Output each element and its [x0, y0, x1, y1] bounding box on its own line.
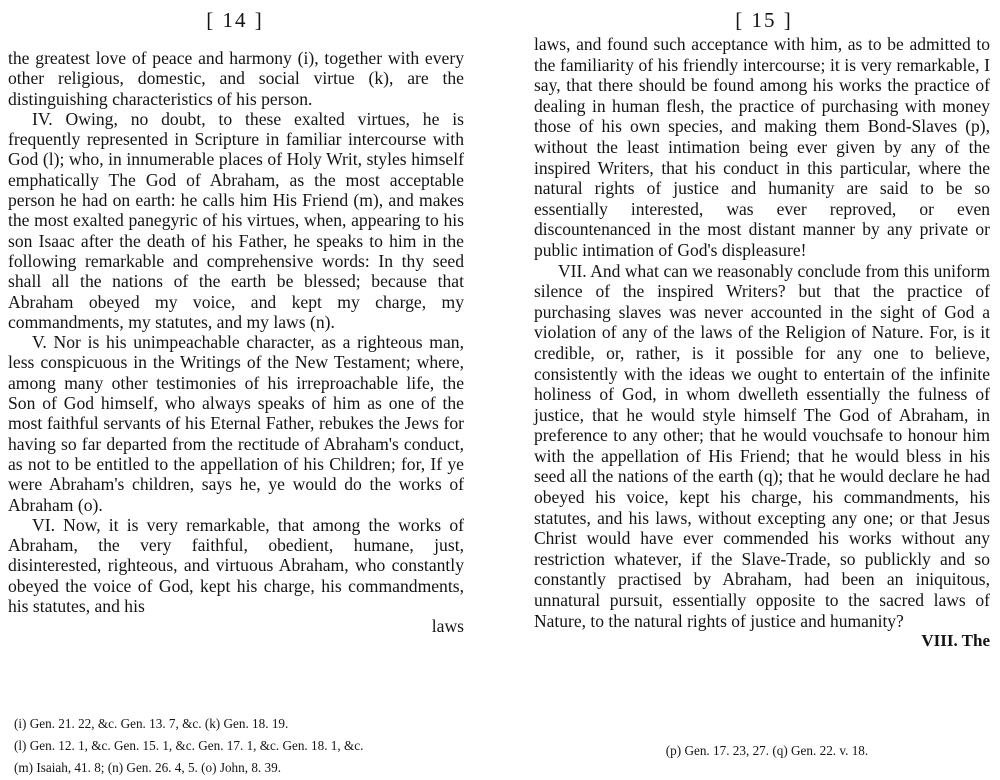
paragraph: VII. And what can we reasonably conclude from this uniform silence of the inspired Writers? but that the practice of purchasing slaves was never accounted in the sight of God a violation of any of the laws of the Religion of Nature. For, is it credible, or, rather, is it possible for any one to believe, consistently with the ideas we ought to entertain of the infinite holiness of God, in whom dwelleth essentially the fulness of justice, that he would style himself The God of Abraham, in preference to any other; that he would vouchsafe to honour him with the appellation of His Friend; that he would bless in his seed all the nations of the earth (q); that he would declare he had obeyed his voice, kept his charge, his commandments, his statutes, and his laws, without excepting any one; or that Jesus Christ would have ever commended his works without any restriction whatever, if the Slave-Trade, so publickly and so constantly practised by Abraham, had been an iniquitous, unnatural pursuit, essentially opposite to the sacred laws of Nature, to the natural rights of justice and humanity?	[534, 260, 990, 631]
paragraph: V. Nor is his unimpeachable character, as a righteous man, less conspicuous in the Writings of the New Testament; where, among many other testimonies of his irreproachable life, the Son of God himself, who always speaks of him as one of the most faithful servants of his Eternal Father, rebukes the Jews for having so far departed from the rectitude of Abraham's conduct, as not to be entitled to the appellation of his Children; for, If ye were Abraham's children, says he, ye would do the works of Abraham (o).	[8, 332, 464, 515]
gutter	[470, 0, 530, 780]
footnotes	[14, 713, 462, 779]
footnotes	[544, 740, 990, 762]
footnote-line: (m) Isaiah, 41. 8; (n) Gen. 26. 4, 5. (o) John, 8. 39.	[14, 760, 282, 775]
paragraph: laws, and found such acceptance with him, as to be admitted to the familiarity of his friendly intercourse; it is very remarkable, I say, that there should be found among his works the practice of dealing in human flesh, the practice of purchasing with money those of his own species, and making them Bond-Slaves (p), without the least intimation being ever given by any of the inspired Writers, that his conduct in this particular, where the natural rights of justice and humanity are said to be so essentially interested, was ever reproved, or even discountenanced in the most distant manner by any private or public intimation of God's displeasure!	[534, 34, 990, 260]
page-number: [ 14 ]	[206, 8, 264, 32]
paragraph: the greatest love of peace and harmony (i), together with every other religious, domestic, and social virtue (k), are the distinguishing characteristics of his person.	[8, 48, 464, 109]
catchword: VIII. The	[921, 631, 990, 651]
paragraph: IV. Owing, no doubt, to these exalted virtues, he is frequently represented in Scripture in familiar intercourse with God (l); who, in innumerable places of Holy Writ, styles himself emphatically The God of Abraham, as the most acceptable person he had on earth: he calls him His Friend (m), and makes the most exalted panegyric of his virtues, when, appearing to his son Isaac after the death of his Father, he speaks to him in the following remarkable and comprehensive words: In thy seed shall all the nations of the earth be blessed; because that Abraham obeyed my voice, and kept my charge, my commandments, my statutes, and my laws (n).	[8, 108, 464, 332]
catchword: laws	[431, 616, 464, 637]
footnote-line: (l) Gen. 12. 1, &c. Gen. 15. 1, &c. Gen. 17. 1, &c. Gen. 18. 1, &c.	[14, 738, 364, 753]
page-body	[534, 34, 990, 652]
page-number: [ 15 ]	[735, 8, 793, 32]
footnote-line: (p) Gen. 17. 23, 27. (q) Gen. 22. v. 18.	[665, 743, 869, 758]
paragraph: VI. Now, it is very remarkable, that among the works of Abraham, the very faithful, obedient, humane, just, disinterested, righteous, and virtuous Abraham, who constantly obeyed the voice of God, kept his charge, his commandments, his statutes, and his	[8, 514, 464, 617]
left-page	[0, 0, 470, 780]
footnote-line: (i) Gen. 21. 22, &c. Gen. 13. 7, &c. (k) Gen. 18. 19.	[14, 716, 289, 731]
page-body	[8, 48, 464, 637]
right-page	[530, 0, 998, 780]
